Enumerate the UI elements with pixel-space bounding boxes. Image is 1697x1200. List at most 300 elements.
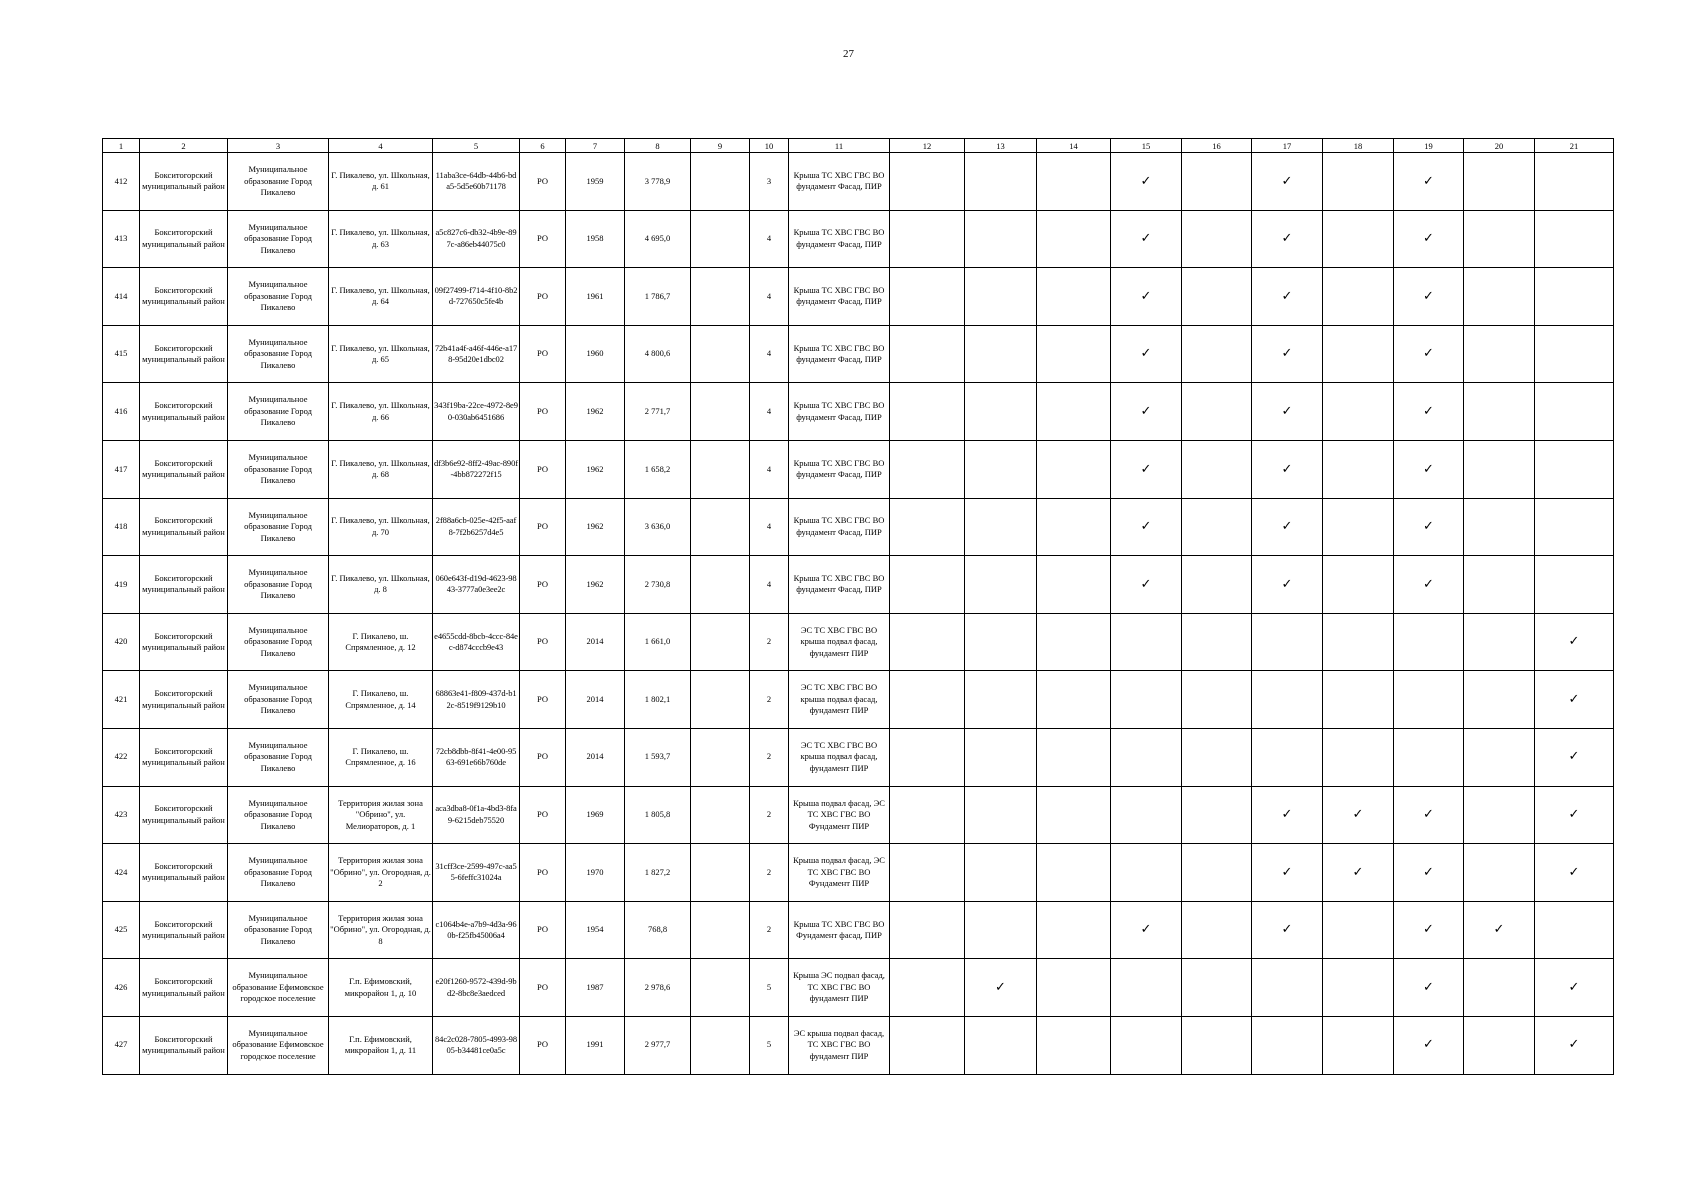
year-cell: 1991 xyxy=(566,1016,625,1074)
year-cell: 1969 xyxy=(566,786,625,844)
check-mark-icon: ✓ xyxy=(1281,287,1293,303)
check-mark-icon: ✓ xyxy=(1493,921,1505,937)
address-cell: Г. Пикалево, ул. Школьная, д. 8 xyxy=(329,556,433,614)
year-cell: 2014 xyxy=(566,671,625,729)
row-number-cell: 422 xyxy=(103,728,140,786)
check-mark-icon: ✓ xyxy=(1423,402,1434,418)
municipality-cell: Муниципальное образование Город Пикалево xyxy=(228,440,329,498)
table-row xyxy=(103,498,1614,556)
year-cell: 1958 xyxy=(566,210,625,268)
row-number-cell: 423 xyxy=(103,786,140,844)
column-16-cell xyxy=(1182,844,1252,902)
column-20-cell xyxy=(1464,671,1535,729)
year-cell: 1959 xyxy=(566,153,625,211)
municipality-cell: Муниципальное образование Город Пикалево xyxy=(228,728,329,786)
column-20-cell xyxy=(1464,901,1535,959)
column-19-cell xyxy=(1394,383,1464,441)
column-19-cell xyxy=(1394,901,1464,959)
column-10-cell: 5 xyxy=(750,1016,789,1074)
column-18-cell xyxy=(1323,440,1394,498)
column-13-cell xyxy=(965,325,1037,383)
column-18-cell xyxy=(1323,498,1394,556)
column-14-cell xyxy=(1037,1016,1111,1074)
column-header: 19 xyxy=(1394,139,1464,153)
table-row xyxy=(103,671,1614,729)
address-cell: Г. Пикалево, ул. Школьная, д. 61 xyxy=(329,153,433,211)
works-cell: Крыша ТС ХВС ГВС ВО фундамент Фасад, ПИР xyxy=(789,383,890,441)
column-12-cell xyxy=(890,1016,965,1074)
year-cell: 2014 xyxy=(566,613,625,671)
check-mark-icon: ✓ xyxy=(1281,172,1293,188)
column-14-cell xyxy=(1037,786,1111,844)
works-cell: Крыша ТС ХВС ГВС ВО Фундамент фасад, ПИР xyxy=(789,901,890,959)
column-15-cell xyxy=(1111,440,1182,498)
type-cell: РО xyxy=(520,498,566,556)
column-19-cell xyxy=(1394,613,1464,671)
column-10-cell: 2 xyxy=(750,671,789,729)
area-cell: 1 593,7 xyxy=(625,728,691,786)
column-14-cell xyxy=(1037,671,1111,729)
guid-cell: e4655cdd-8bcb-4ccc-84ec-d874cccb9e43 xyxy=(433,613,520,671)
column-12-cell xyxy=(890,383,965,441)
works-cell: Крыша ТС ХВС ГВС ВО фундамент Фасад, ПИР xyxy=(789,325,890,383)
column-9-cell xyxy=(691,153,750,211)
guid-cell: 343f19ba-22ce-4972-8e90-030ab6451686 xyxy=(433,383,520,441)
column-15-cell xyxy=(1111,613,1182,671)
column-12-cell xyxy=(890,440,965,498)
column-17-cell xyxy=(1252,498,1323,556)
column-10-cell: 2 xyxy=(750,901,789,959)
column-18-cell xyxy=(1323,671,1394,729)
column-21-cell xyxy=(1535,1016,1614,1074)
check-mark-icon: ✓ xyxy=(1568,978,1580,994)
column-21-cell xyxy=(1535,959,1614,1017)
row-number-cell: 417 xyxy=(103,440,140,498)
column-10-cell: 4 xyxy=(750,498,789,556)
district-cell: Бокситогорский муниципальный район xyxy=(140,210,228,268)
column-21-cell xyxy=(1535,383,1614,441)
check-mark-icon: ✓ xyxy=(1281,345,1293,361)
column-16-cell xyxy=(1182,498,1252,556)
column-9-cell xyxy=(691,844,750,902)
column-15-cell xyxy=(1111,844,1182,902)
column-18-cell xyxy=(1323,153,1394,211)
column-number-row xyxy=(103,139,1614,153)
column-21-cell xyxy=(1535,556,1614,614)
year-cell: 1962 xyxy=(566,440,625,498)
column-19-cell xyxy=(1394,786,1464,844)
column-18-cell xyxy=(1323,901,1394,959)
type-cell: РО xyxy=(520,1016,566,1074)
area-cell: 1 658,2 xyxy=(625,440,691,498)
column-header: 5 xyxy=(433,139,520,153)
table-row xyxy=(103,786,1614,844)
column-19-cell xyxy=(1394,556,1464,614)
column-10-cell: 2 xyxy=(750,786,789,844)
column-header: 12 xyxy=(890,139,965,153)
area-cell: 768,8 xyxy=(625,901,691,959)
row-number-cell: 421 xyxy=(103,671,140,729)
district-cell: Бокситогорский муниципальный район xyxy=(140,1016,228,1074)
table-row xyxy=(103,383,1614,441)
column-10-cell: 4 xyxy=(750,556,789,614)
check-mark-icon: ✓ xyxy=(1140,518,1152,534)
municipality-cell: Муниципальное образование Город Пикалево xyxy=(228,325,329,383)
guid-cell: 2f88a6cb-025e-42f5-aaf8-7f2b6257d4e5 xyxy=(433,498,520,556)
column-14-cell xyxy=(1037,325,1111,383)
district-cell: Бокситогорский муниципальный район xyxy=(140,556,228,614)
table-row xyxy=(103,728,1614,786)
column-16-cell xyxy=(1182,613,1252,671)
guid-cell: a5c827c6-db32-4b9e-897c-a86eb44075c0 xyxy=(433,210,520,268)
type-cell: РО xyxy=(520,671,566,729)
works-cell: Крыша ТС ХВС ГВС ВО фундамент Фасад, ПИР xyxy=(789,440,890,498)
table-row xyxy=(103,1016,1614,1074)
column-header: 2 xyxy=(140,139,228,153)
column-20-cell xyxy=(1464,959,1535,1017)
year-cell: 1962 xyxy=(566,383,625,441)
municipality-cell: Муниципальное образование Город Пикалево xyxy=(228,268,329,326)
row-number-cell: 415 xyxy=(103,325,140,383)
column-19-cell xyxy=(1394,671,1464,729)
column-9-cell xyxy=(691,959,750,1017)
check-mark-icon: ✓ xyxy=(995,978,1006,994)
column-15-cell xyxy=(1111,153,1182,211)
column-17-cell xyxy=(1252,210,1323,268)
check-mark-icon: ✓ xyxy=(1568,633,1580,649)
column-20-cell xyxy=(1464,844,1535,902)
area-cell: 1 661,0 xyxy=(625,613,691,671)
guid-cell: 68863e41-f809-437d-b12c-8519f9129b10 xyxy=(433,671,520,729)
column-17-cell xyxy=(1252,613,1323,671)
table-row xyxy=(103,556,1614,614)
check-mark-icon: ✓ xyxy=(1568,748,1580,764)
area-cell: 1 827,2 xyxy=(625,844,691,902)
check-mark-icon: ✓ xyxy=(1352,863,1364,879)
column-header: 1 xyxy=(103,139,140,153)
column-17-cell xyxy=(1252,440,1323,498)
check-mark-icon: ✓ xyxy=(1423,172,1434,188)
address-cell: Г. Пикалево, ул. Школьная, д. 63 xyxy=(329,210,433,268)
table-row xyxy=(103,210,1614,268)
column-21-cell xyxy=(1535,844,1614,902)
column-19-cell xyxy=(1394,440,1464,498)
column-header: 4 xyxy=(329,139,433,153)
type-cell: РО xyxy=(520,786,566,844)
column-20-cell xyxy=(1464,383,1535,441)
guid-cell: 72b41a4f-a46f-446e-a178-95d20e1dbc02 xyxy=(433,325,520,383)
column-13-cell xyxy=(965,786,1037,844)
check-mark-icon: ✓ xyxy=(1423,806,1434,822)
works-cell: ЭС ТС ХВС ГВС ВО крыша подвал фасад, фундамент ПИР xyxy=(789,613,890,671)
works-cell: Крыша подвал фасад, ЭС ТС ХВС ГВС ВО Фундамент ПИР xyxy=(789,844,890,902)
column-20-cell xyxy=(1464,268,1535,326)
column-17-cell xyxy=(1252,671,1323,729)
municipality-cell: Муниципальное образование Город Пикалево xyxy=(228,498,329,556)
column-9-cell xyxy=(691,901,750,959)
row-number-cell: 416 xyxy=(103,383,140,441)
column-12-cell xyxy=(890,786,965,844)
works-cell: ЭС ТС ХВС ГВС ВО крыша подвал фасад, фундамент ПИР xyxy=(789,728,890,786)
column-header: 15 xyxy=(1111,139,1182,153)
column-10-cell: 4 xyxy=(750,210,789,268)
column-9-cell xyxy=(691,440,750,498)
works-cell: Крыша ТС ХВС ГВС ВО фундамент Фасад, ПИР xyxy=(789,556,890,614)
row-number-cell: 412 xyxy=(103,153,140,211)
column-10-cell: 2 xyxy=(750,613,789,671)
column-15-cell xyxy=(1111,498,1182,556)
column-9-cell xyxy=(691,210,750,268)
address-cell: Г. Пикалево, ул. Школьная, д. 66 xyxy=(329,383,433,441)
year-cell: 2014 xyxy=(566,728,625,786)
type-cell: РО xyxy=(520,325,566,383)
column-18-cell xyxy=(1323,844,1394,902)
column-header: 9 xyxy=(691,139,750,153)
area-cell: 2 978,6 xyxy=(625,959,691,1017)
column-12-cell xyxy=(890,959,965,1017)
check-mark-icon: ✓ xyxy=(1423,863,1434,879)
area-cell: 2 730,8 xyxy=(625,556,691,614)
column-16-cell xyxy=(1182,325,1252,383)
registry-body xyxy=(103,153,1614,1075)
check-mark-icon: ✓ xyxy=(1423,287,1434,303)
column-19-cell xyxy=(1394,498,1464,556)
check-mark-icon: ✓ xyxy=(1568,690,1580,706)
check-mark-icon: ✓ xyxy=(1140,402,1152,418)
column-9-cell xyxy=(691,1016,750,1074)
area-cell: 1 786,7 xyxy=(625,268,691,326)
column-14-cell xyxy=(1037,210,1111,268)
check-mark-icon: ✓ xyxy=(1140,921,1152,937)
column-15-cell xyxy=(1111,268,1182,326)
works-cell: ЭС крыша подвал фасад, ТС ХВС ГВС ВО фундамент ПИР xyxy=(789,1016,890,1074)
column-20-cell xyxy=(1464,613,1535,671)
check-mark-icon: ✓ xyxy=(1423,1036,1434,1052)
column-header: 8 xyxy=(625,139,691,153)
column-12-cell xyxy=(890,671,965,729)
check-mark-icon: ✓ xyxy=(1423,460,1434,476)
column-16-cell xyxy=(1182,1016,1252,1074)
column-9-cell xyxy=(691,786,750,844)
column-14-cell xyxy=(1037,268,1111,326)
column-15-cell xyxy=(1111,786,1182,844)
column-header: 13 xyxy=(965,139,1037,153)
address-cell: Территория жилая зона "Обрино", ул. Мелиораторов, д. 1 xyxy=(329,786,433,844)
column-10-cell: 4 xyxy=(750,440,789,498)
address-cell: Г. Пикалево, ул. Школьная, д. 70 xyxy=(329,498,433,556)
check-mark-icon: ✓ xyxy=(1140,287,1152,303)
column-18-cell xyxy=(1323,268,1394,326)
area-cell: 2 771,7 xyxy=(625,383,691,441)
column-20-cell xyxy=(1464,325,1535,383)
row-number-cell: 425 xyxy=(103,901,140,959)
column-15-cell xyxy=(1111,383,1182,441)
table-row xyxy=(103,153,1614,211)
column-header: 18 xyxy=(1323,139,1394,153)
column-13-cell xyxy=(965,210,1037,268)
municipality-cell: Муниципальное образование Город Пикалево xyxy=(228,383,329,441)
check-mark-icon: ✓ xyxy=(1140,575,1152,591)
district-cell: Бокситогорский муниципальный район xyxy=(140,671,228,729)
address-cell: Г. Пикалево, ул. Школьная, д. 65 xyxy=(329,325,433,383)
column-20-cell xyxy=(1464,728,1535,786)
check-mark-icon: ✓ xyxy=(1140,230,1152,246)
column-16-cell xyxy=(1182,786,1252,844)
check-mark-icon: ✓ xyxy=(1281,518,1293,534)
column-17-cell xyxy=(1252,1016,1323,1074)
column-19-cell xyxy=(1394,728,1464,786)
type-cell: РО xyxy=(520,844,566,902)
check-mark-icon: ✓ xyxy=(1568,1036,1580,1052)
column-12-cell xyxy=(890,728,965,786)
column-16-cell xyxy=(1182,440,1252,498)
table-row xyxy=(103,325,1614,383)
column-19-cell xyxy=(1394,268,1464,326)
column-20-cell xyxy=(1464,786,1535,844)
column-21-cell xyxy=(1535,901,1614,959)
column-15-cell xyxy=(1111,210,1182,268)
column-14-cell xyxy=(1037,901,1111,959)
municipality-cell: Муниципальное образование Ефимовское городское поселение xyxy=(228,959,329,1017)
area-cell: 1 802,1 xyxy=(625,671,691,729)
column-18-cell xyxy=(1323,959,1394,1017)
type-cell: РО xyxy=(520,901,566,959)
guid-cell: 09f27499-f714-4f10-8b2d-727650c5fe4b xyxy=(433,268,520,326)
column-15-cell xyxy=(1111,556,1182,614)
district-cell: Бокситогорский муниципальный район xyxy=(140,153,228,211)
type-cell: РО xyxy=(520,728,566,786)
column-19-cell xyxy=(1394,210,1464,268)
column-10-cell: 2 xyxy=(750,844,789,902)
guid-cell: 11aba3ce-64db-44b6-bda5-5d5e60b71178 xyxy=(433,153,520,211)
row-number-cell: 418 xyxy=(103,498,140,556)
column-21-cell xyxy=(1535,268,1614,326)
check-mark-icon: ✓ xyxy=(1281,460,1293,476)
column-18-cell xyxy=(1323,1016,1394,1074)
works-cell: Крыша ТС ХВС ГВС ВО фундамент Фасад, ПИР xyxy=(789,210,890,268)
column-10-cell: 2 xyxy=(750,728,789,786)
column-18-cell xyxy=(1323,786,1394,844)
column-header: 20 xyxy=(1464,139,1535,153)
column-18-cell xyxy=(1323,556,1394,614)
column-12-cell xyxy=(890,153,965,211)
area-cell: 4 800,6 xyxy=(625,325,691,383)
column-17-cell xyxy=(1252,844,1323,902)
address-cell: Г. Пикалево, ш. Спрямленное, д. 14 xyxy=(329,671,433,729)
column-15-cell xyxy=(1111,728,1182,786)
column-16-cell xyxy=(1182,383,1252,441)
guid-cell: c1064b4e-a7b9-4d3a-960b-f25fb45006a4 xyxy=(433,901,520,959)
column-21-cell xyxy=(1535,325,1614,383)
column-12-cell xyxy=(890,901,965,959)
column-9-cell xyxy=(691,383,750,441)
column-12-cell xyxy=(890,268,965,326)
column-17-cell xyxy=(1252,786,1323,844)
table-row xyxy=(103,440,1614,498)
column-header: 10 xyxy=(750,139,789,153)
column-21-cell xyxy=(1535,153,1614,211)
column-14-cell xyxy=(1037,728,1111,786)
column-14-cell xyxy=(1037,613,1111,671)
column-18-cell xyxy=(1323,210,1394,268)
table-row xyxy=(103,901,1614,959)
column-10-cell: 4 xyxy=(750,383,789,441)
type-cell: РО xyxy=(520,210,566,268)
column-20-cell xyxy=(1464,1016,1535,1074)
column-10-cell: 5 xyxy=(750,959,789,1017)
column-12-cell xyxy=(890,498,965,556)
column-16-cell xyxy=(1182,671,1252,729)
type-cell: РО xyxy=(520,556,566,614)
district-cell: Бокситогорский муниципальный район xyxy=(140,325,228,383)
works-cell: Крыша подвал фасад, ЭС ТС ХВС ГВС ВО Фундамент ПИР xyxy=(789,786,890,844)
column-16-cell xyxy=(1182,901,1252,959)
check-mark-icon: ✓ xyxy=(1281,806,1293,822)
check-mark-icon: ✓ xyxy=(1281,575,1293,591)
municipality-cell: Муниципальное образование Город Пикалево xyxy=(228,901,329,959)
column-16-cell xyxy=(1182,210,1252,268)
table-row xyxy=(103,613,1614,671)
column-14-cell xyxy=(1037,440,1111,498)
column-12-cell xyxy=(890,210,965,268)
column-13-cell xyxy=(965,498,1037,556)
district-cell: Бокситогорский муниципальный район xyxy=(140,728,228,786)
column-9-cell xyxy=(691,556,750,614)
column-21-cell xyxy=(1535,498,1614,556)
column-12-cell xyxy=(890,844,965,902)
column-17-cell xyxy=(1252,153,1323,211)
column-13-cell xyxy=(965,1016,1037,1074)
column-13-cell xyxy=(965,671,1037,729)
column-13-cell xyxy=(965,440,1037,498)
column-13-cell xyxy=(965,556,1037,614)
check-mark-icon: ✓ xyxy=(1281,863,1293,879)
column-14-cell xyxy=(1037,153,1111,211)
type-cell: РО xyxy=(520,440,566,498)
column-15-cell xyxy=(1111,901,1182,959)
area-cell: 3 636,0 xyxy=(625,498,691,556)
check-mark-icon: ✓ xyxy=(1423,575,1434,591)
guid-cell: 72cb8dbb-8f41-4e00-9563-691e66b760de xyxy=(433,728,520,786)
column-16-cell xyxy=(1182,268,1252,326)
column-21-cell xyxy=(1535,671,1614,729)
year-cell: 1960 xyxy=(566,325,625,383)
year-cell: 1962 xyxy=(566,498,625,556)
type-cell: РО xyxy=(520,959,566,1017)
column-9-cell xyxy=(691,728,750,786)
check-mark-icon: ✓ xyxy=(1281,230,1293,246)
column-20-cell xyxy=(1464,440,1535,498)
column-13-cell xyxy=(965,844,1037,902)
column-14-cell xyxy=(1037,959,1111,1017)
column-21-cell xyxy=(1535,210,1614,268)
district-cell: Бокситогорский муниципальный район xyxy=(140,786,228,844)
column-13-cell xyxy=(965,383,1037,441)
district-cell: Бокситогорский муниципальный район xyxy=(140,440,228,498)
row-number-cell: 413 xyxy=(103,210,140,268)
column-17-cell xyxy=(1252,325,1323,383)
column-17-cell xyxy=(1252,556,1323,614)
table-row xyxy=(103,844,1614,902)
type-cell: РО xyxy=(520,383,566,441)
column-19-cell xyxy=(1394,844,1464,902)
works-cell: Крыша ТС ХВС ГВС ВО фундамент Фасад, ПИР xyxy=(789,498,890,556)
column-header: 6 xyxy=(520,139,566,153)
guid-cell: e20f1260-9572-439d-9bd2-8bc8e3aedced xyxy=(433,959,520,1017)
check-mark-icon: ✓ xyxy=(1140,460,1152,476)
address-cell: Территория жилая зона "Обрино", ул. Огородная, д. 2 xyxy=(329,844,433,902)
housing-registry-table xyxy=(102,138,1614,1075)
